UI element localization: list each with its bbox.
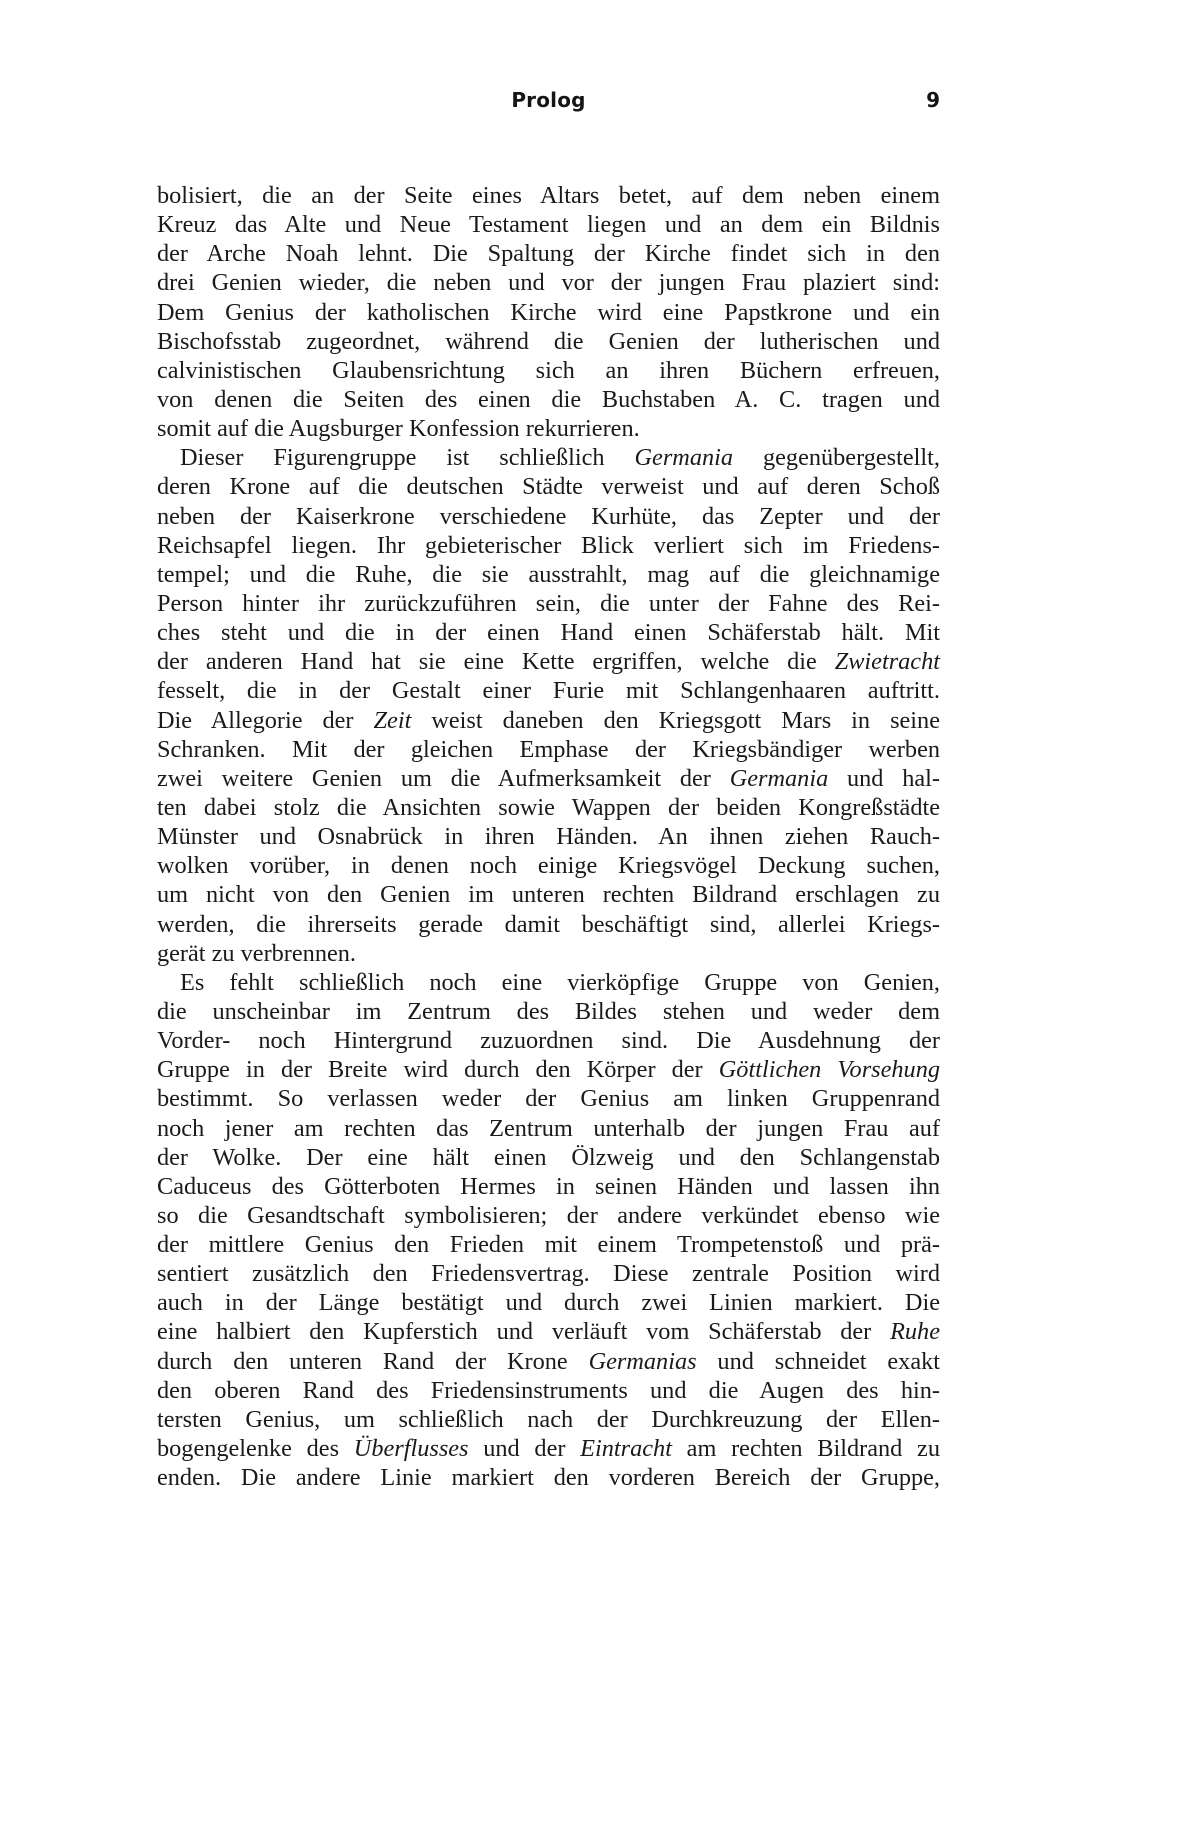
text-line: [157, 1055, 940, 1084]
italic-term: Germania: [729, 764, 829, 792]
italic-term: Überflusses: [353, 1435, 469, 1463]
text-run: der Wolke. Der eine hält einen Ölzweig und den Schlangenstab: [157, 1143, 940, 1171]
text-run: auch in der Länge bestätigt und durch zwei Linien markiert. Die: [157, 1289, 940, 1317]
text-line: [157, 443, 940, 472]
text-line: [157, 1143, 940, 1172]
text-line: [157, 1317, 940, 1346]
text-line: [157, 356, 940, 385]
text-line: [157, 851, 940, 880]
text-line: [157, 239, 940, 268]
text-line: [157, 1463, 940, 1492]
paragraph: [157, 181, 940, 443]
text-run: deren Krone auf die deutschen Städte verweist und auf deren Schoß: [157, 473, 940, 501]
text-run: von denen die Seiten des einen die Buchstaben A. C. tragen und: [157, 385, 940, 413]
running-head: [157, 88, 940, 118]
text-run: Bischofsstab zugeordnet, während die Genien der lutherischen und: [157, 327, 940, 355]
text-line: [157, 560, 940, 589]
text-run: und schneidet exakt: [696, 1347, 940, 1375]
text-line: [157, 735, 940, 764]
text-run: noch jener am rechten das Zentrum unterhalb der jungen Frau auf: [157, 1114, 940, 1142]
text-run: Es fehlt schließlich noch eine vierköpfige Gruppe von Genien,: [180, 968, 940, 996]
text-line: [157, 1114, 940, 1143]
text-line: [157, 1376, 940, 1405]
text-line: [157, 910, 940, 939]
text-run: der mittlere Genius den Frieden mit einem Trompetenstoß und prä-: [157, 1231, 940, 1259]
running-head-title: Prolog: [511, 88, 586, 112]
italic-term: Zeit: [373, 706, 412, 734]
text-line: [157, 1259, 940, 1288]
text-line: [157, 472, 940, 501]
text-line: [157, 268, 940, 297]
text-run: ches steht und die in der einen Hand einen Schäferstab hält. Mit: [157, 619, 940, 647]
text-run: gerät zu verbrennen.: [157, 939, 356, 967]
text-run: tempel; und die Ruhe, die sie ausstrahlt, mag auf die gleichnamige: [157, 560, 940, 588]
text-line: [157, 414, 940, 443]
paragraph: [157, 968, 940, 1493]
text-run: ten dabei stolz die Ansichten sowie Wappen der beiden Kongreßstädte: [157, 793, 940, 821]
text-line: [157, 1084, 940, 1113]
text-run: Münster und Osnabrück in ihren Händen. An ihnen ziehen Rauch-: [157, 823, 940, 851]
text-line: [157, 1288, 940, 1317]
text-run: wolken vorüber, in denen noch einige Kriegsvögel Deckung suchen,: [157, 852, 940, 880]
text-run: neben der Kaiserkrone verschiedene Kurhüte, das Zepter und der: [157, 502, 940, 530]
text-run: werden, die ihrerseits gerade damit beschäftigt sind, allerlei Kriegs-: [157, 910, 940, 938]
text-line: [157, 298, 940, 327]
text-run: Dieser Figurengruppe ist schließlich: [180, 444, 635, 472]
text-run: den oberen Rand des Friedensinstruments und die Augen des hin-: [157, 1376, 940, 1404]
text-run: die unscheinbar im Zentrum des Bildes stehen und weder dem: [157, 997, 940, 1025]
text-run: so die Gesandtschaft symbolisieren; der andere verkündet ebenso wie: [157, 1201, 940, 1229]
text-run: Vorder- noch Hintergrund zuzuordnen sind. Die Ausdehnung der: [157, 1027, 940, 1055]
text-line: [157, 706, 940, 735]
text-run: Reichsapfel liegen. Ihr gebieterischer Blick verliert sich im Friedens-: [157, 531, 940, 559]
text-line: [157, 647, 940, 676]
text-line: [157, 181, 940, 210]
italic-term: Zwietracht: [834, 648, 940, 676]
text-run: somit auf die Augsburger Konfession rekurrieren.: [157, 415, 640, 443]
text-run: Caduceus des Götterboten Hermes in seinen Händen und lassen ihn: [157, 1172, 940, 1200]
text-run: sentiert zusätzlich den Friedensvertrag. Diese zentrale Position wird: [157, 1260, 940, 1288]
text-line: [157, 531, 940, 560]
text-line: [157, 939, 940, 968]
text-run: calvinistischen Glaubensrichtung sich an ihren Büchern erfreuen,: [157, 356, 940, 384]
text-line: [157, 1172, 940, 1201]
text-line: [157, 1201, 940, 1230]
text-run: bogengelenke des: [157, 1435, 354, 1463]
text-run: fesselt, die in der Gestalt einer Furie mit Schlangenhaaren auftritt.: [157, 677, 940, 705]
text-run: und der: [468, 1435, 581, 1463]
text-run: bestimmt. So verlassen weder der Genius am linken Gruppenrand: [157, 1085, 940, 1113]
text-line: [157, 880, 940, 909]
italic-term: Germania: [634, 444, 734, 472]
text-line: [157, 676, 940, 705]
text-run: drei Genien wieder, die neben und vor der jungen Frau plaziert sind:: [157, 269, 940, 297]
text-run: um nicht von den Genien im unteren rechten Bildrand erschlagen zu: [157, 881, 940, 909]
text-run: und hal-: [828, 764, 940, 792]
text-line: [157, 968, 940, 997]
text-line: [157, 822, 940, 851]
text-run: weist daneben den Kriegsgott Mars in seine: [411, 706, 940, 734]
text-run: Kreuz das Alte und Neue Testament liegen und an dem ein Bildnis: [157, 211, 940, 239]
text-run: Dem Genius der katholischen Kirche wird eine Papstkrone und ein: [157, 298, 940, 326]
text-line: [157, 1230, 940, 1259]
text-line: [157, 385, 940, 414]
text-line: [157, 1347, 940, 1376]
text-line: [157, 997, 940, 1026]
text-line: [157, 1405, 940, 1434]
text-line: [157, 210, 940, 239]
text-run: der anderen Hand hat sie eine Kette ergriffen, welche die: [157, 648, 835, 676]
text-run: Gruppe in der Breite wird durch den Körper der: [157, 1056, 719, 1084]
text-run: Person hinter ihr zurückzuführen sein, die unter der Fahne des Rei-: [157, 589, 940, 617]
text-run: zwei weitere Genien um die Aufmerksamkeit der: [157, 764, 730, 792]
text-line: [157, 327, 940, 356]
text-run: eine halbiert den Kupferstich und verläuft vom Schäferstab der: [157, 1318, 891, 1346]
text-line: [157, 793, 940, 822]
text-line: [157, 1026, 940, 1055]
text-line: [157, 764, 940, 793]
text-run: der Arche Noah lehnt. Die Spaltung der Kirche findet sich in den: [157, 240, 940, 268]
italic-term: Eintracht: [580, 1435, 672, 1463]
italic-term: Germanias: [588, 1347, 697, 1375]
italic-term: Göttlichen Vorsehung: [718, 1056, 940, 1084]
text-run: tersten Genius, um schließlich nach der Durchkreuzung der Ellen-: [157, 1405, 940, 1433]
text-run: durch den unteren Rand der Krone: [157, 1347, 589, 1375]
text-line: [157, 1434, 940, 1463]
body-text: [157, 181, 940, 1492]
italic-term: Ruhe: [890, 1318, 940, 1346]
text-run: enden. Die andere Linie markiert den vorderen Bereich der Gruppe,: [157, 1464, 940, 1492]
text-line: [157, 618, 940, 647]
text-run: gegenübergestellt,: [733, 444, 940, 472]
page-number: 9: [926, 88, 940, 112]
paragraph: [157, 443, 940, 968]
text-line: [157, 502, 940, 531]
text-line: [157, 589, 940, 618]
text-run: bolisiert, die an der Seite eines Altars betet, auf dem neben einem: [157, 182, 940, 209]
text-run: am rechten Bildrand zu: [671, 1435, 940, 1463]
text-run: Die Allegorie der: [157, 706, 374, 734]
text-run: Schranken. Mit der gleichen Emphase der Kriegsbändiger werben: [157, 735, 940, 763]
